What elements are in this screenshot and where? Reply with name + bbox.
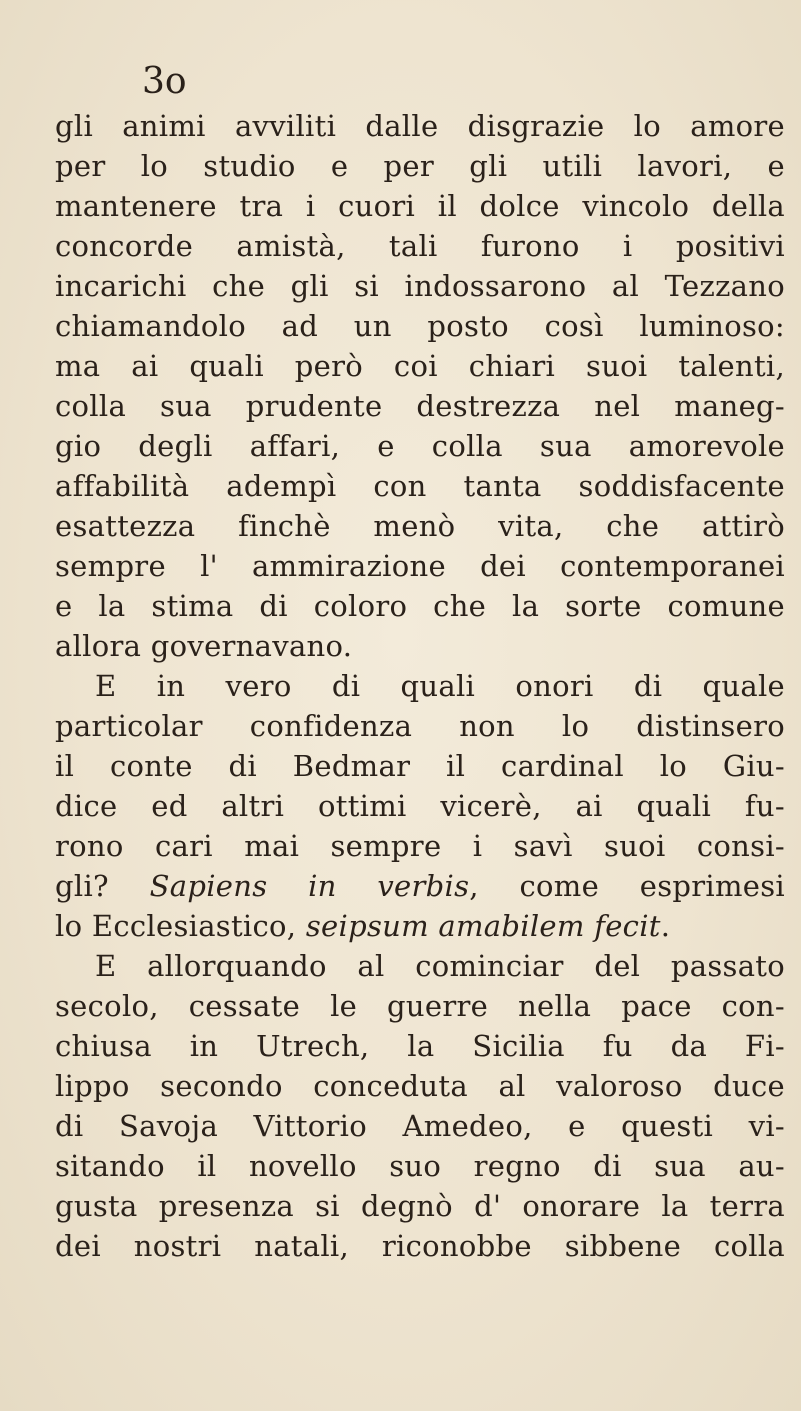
italic-quote: Sapiens in verbis bbox=[149, 869, 470, 903]
text-line: lippo secondo conceduta al valoroso duce bbox=[55, 1069, 785, 1103]
text-line: chiamandolo ad un posto così luminoso: bbox=[55, 309, 785, 343]
text-line: incarichi che gli si indossarono al Tezzano bbox=[55, 269, 785, 303]
body-text bbox=[55, 106, 785, 1266]
text-line: mantenere tra i cuori il dolce vincolo della bbox=[55, 189, 785, 223]
text-line: dice ed altri ottimi vicerè, ai quali fu- bbox=[55, 789, 785, 823]
text-line: colla sua prudente destrezza nel maneg- bbox=[55, 389, 785, 423]
text-line: E in vero di quali onori di quale bbox=[95, 669, 785, 703]
text-line: allora governavano. bbox=[55, 629, 353, 663]
text-span: gli? bbox=[55, 869, 109, 903]
text-line: dei nostri natali, riconobbe sibbene colla bbox=[55, 1229, 785, 1263]
text-line: di Savoja Vittorio Amedeo, e questi vi- bbox=[55, 1109, 785, 1143]
text-line: affabilità adempì con tanta soddisfacente bbox=[55, 469, 785, 503]
text-line: per lo studio e per gli utili lavori, e bbox=[55, 149, 785, 183]
text-line: sempre l' ammirazione dei contemporanei bbox=[55, 549, 785, 583]
text-line: ma ai quali però coi chiari suoi talenti, bbox=[55, 349, 785, 383]
text-line: chiusa in Utrech, la Sicilia fu da Fi- bbox=[55, 1029, 785, 1063]
text-line: il conte di Bedmar il cardinal lo Giu- bbox=[55, 749, 785, 783]
text-line: particolar confidenza non lo distinsero bbox=[55, 709, 785, 743]
text-line-with-italic bbox=[55, 866, 785, 906]
text-line: gio degli affari, e colla sua amorevole bbox=[55, 429, 785, 463]
text-line: e la stima di coloro che la sorte comune bbox=[55, 589, 785, 623]
text-line: E allorquando al cominciar del passato bbox=[95, 949, 785, 983]
text-line: esattezza finchè menò vita, che attirò bbox=[55, 509, 785, 543]
text-line: rono cari mai sempre i savì suoi consi- bbox=[55, 829, 785, 863]
text-line: sitando il novello suo regno di sua au- bbox=[55, 1149, 785, 1183]
text-span: , come esprimesi bbox=[469, 869, 785, 903]
text-span: lo Ecclesiastico, bbox=[55, 909, 297, 943]
text-line-with-italic bbox=[55, 906, 785, 946]
text-line: concorde amistà, tali furono i positivi bbox=[55, 229, 785, 263]
text-line: secolo, cessate le guerre nella pace con- bbox=[55, 989, 785, 1023]
text-line: gusta presenza si degnò d' onorare la terra bbox=[55, 1189, 785, 1223]
page-number: 3o bbox=[142, 61, 187, 102]
text-line: gli animi avviliti dalle disgrazie lo amore bbox=[55, 109, 785, 143]
italic-quote: seipsum amabilem fecit bbox=[305, 909, 661, 943]
text-span: . bbox=[660, 909, 671, 943]
